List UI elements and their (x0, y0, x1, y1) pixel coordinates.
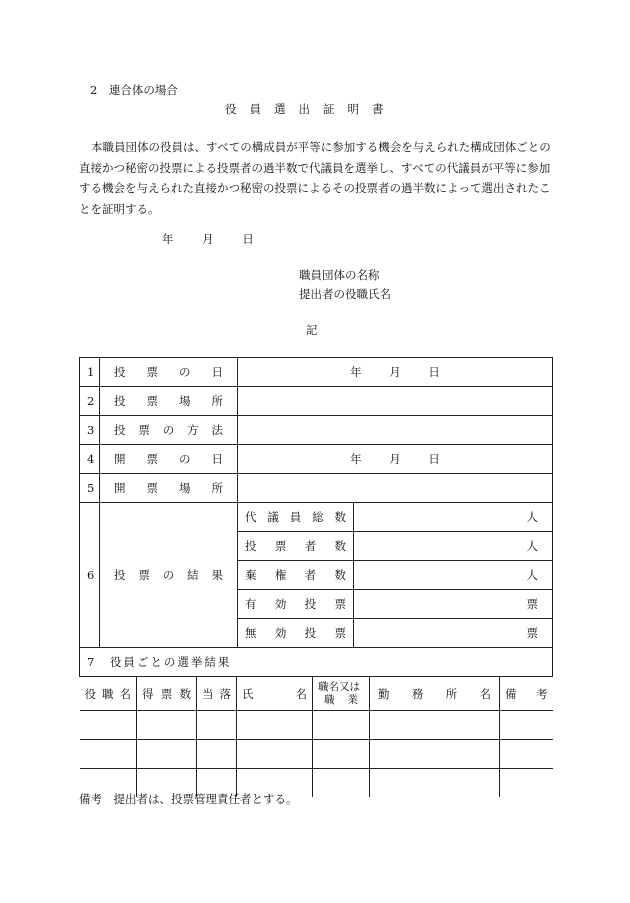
row-section7-title (80, 648, 553, 677)
result-item-label: 投票者数 (238, 532, 354, 561)
row-voting-method (80, 416, 553, 445)
col-header-remarks: 備考 (500, 677, 553, 711)
month-unit: 月 (389, 365, 401, 379)
name-header (242, 686, 307, 702)
candidate-cell (80, 711, 137, 740)
date-value-field (238, 445, 553, 474)
row-voting-date (80, 358, 553, 387)
results-label: 投票の結果 (100, 503, 238, 648)
occupation-header-top: 職名又は (318, 680, 360, 693)
candidate-cell (237, 711, 313, 740)
results-row-delegates (80, 503, 553, 532)
candidate-cell (80, 740, 137, 769)
candidate-cell (197, 740, 237, 769)
result-item-label: 有効投票 (238, 590, 354, 619)
col-header-name (237, 677, 313, 711)
day-unit: 日 (428, 365, 440, 379)
row-counting-date (80, 445, 553, 474)
election-record-table (79, 357, 553, 797)
candidates-table (80, 677, 553, 797)
col-header-post: 役職名 (80, 677, 137, 711)
name-header-right: 名 (295, 686, 307, 701)
section-heading: 2 連合体の場合 (90, 83, 178, 97)
candidate-cell (500, 740, 553, 769)
row-candidates (80, 677, 553, 798)
notes: 備考 提出者は、投票管理責任者とする。 (79, 792, 298, 806)
name-header-left: 氏 (242, 686, 254, 701)
org-name-label: 職員団体の名称 (299, 268, 380, 282)
result-unit: 票 (354, 619, 553, 648)
candidate-cell (370, 711, 500, 740)
value-field (238, 474, 553, 503)
result-unit: 人 (354, 532, 553, 561)
result-item-label: 無効投票 (238, 619, 354, 648)
ki-label: 記 (306, 323, 318, 337)
row-label: 投票の日 (100, 358, 238, 387)
year-label: 年 (162, 232, 174, 246)
row-label: 開票場所 (100, 474, 238, 503)
candidate-cell (370, 769, 500, 798)
occupation-header-bottom: 職業 (324, 693, 358, 706)
candidate-cell (370, 740, 500, 769)
year-unit: 年 (350, 365, 362, 379)
date-value-field (238, 358, 553, 387)
candidate-cell (313, 740, 370, 769)
row-number: 2 (80, 387, 100, 416)
document-title: 役員選出証明書 (225, 102, 397, 116)
row-number: 3 (80, 416, 100, 445)
result-unit: 人 (354, 503, 553, 532)
candidate-cell (237, 740, 313, 769)
month-unit: 月 (389, 452, 401, 466)
row-number: 6 (80, 503, 100, 648)
col-header-occupation (313, 677, 370, 711)
candidate-cell (500, 711, 553, 740)
row-number: 1 (80, 358, 100, 387)
result-item-label: 棄権者数 (238, 561, 354, 590)
result-item-label: 代議員総数 (238, 503, 354, 532)
month-label: 月 (202, 232, 214, 246)
row-number: 4 (80, 445, 100, 474)
candidate-cell (197, 711, 237, 740)
day-label: 日 (242, 232, 254, 246)
row-counting-place (80, 474, 553, 503)
candidate-row (80, 711, 553, 740)
result-unit: 人 (354, 561, 553, 590)
candidates-cell (80, 677, 553, 798)
row-label: 投票の方法 (100, 416, 238, 445)
candidate-cell (137, 711, 197, 740)
row-voting-place (80, 387, 553, 416)
candidate-cell (137, 740, 197, 769)
candidate-row (80, 740, 553, 769)
day-unit: 日 (428, 452, 440, 466)
row-label: 投票場所 (100, 387, 238, 416)
certificate-date (162, 231, 279, 247)
candidate-cell (500, 769, 553, 798)
row-number: 5 (80, 474, 100, 503)
certification-statement: 本職員団体の役員は、すべての構成員が平等に参加する機会を与えられた構成団体ごとの直接かつ秘密の投票による投票者の過半数で代議員を選挙し、すべての代議員が平等に参加する機会を与えられた直接かつ秘密の投票によるその投票者の過半数によって選出されたことを証明する。 (79, 140, 551, 216)
candidate-cell (313, 711, 370, 740)
value-field (238, 387, 553, 416)
candidate-cell (313, 769, 370, 798)
col-header-outcome: 当落 (197, 677, 237, 711)
row-label: 開票の日 (100, 445, 238, 474)
col-header-workplace: 勤務所名 (370, 677, 500, 711)
result-unit: 票 (354, 590, 553, 619)
section7-title: 7 役員ごとの選挙結果 (80, 648, 553, 677)
col-header-votes: 得票数 (137, 677, 197, 711)
submitter-label: 提出者の役職氏名 (299, 287, 391, 301)
value-field (238, 416, 553, 445)
candidates-header-row (80, 677, 553, 711)
year-unit: 年 (350, 452, 362, 466)
